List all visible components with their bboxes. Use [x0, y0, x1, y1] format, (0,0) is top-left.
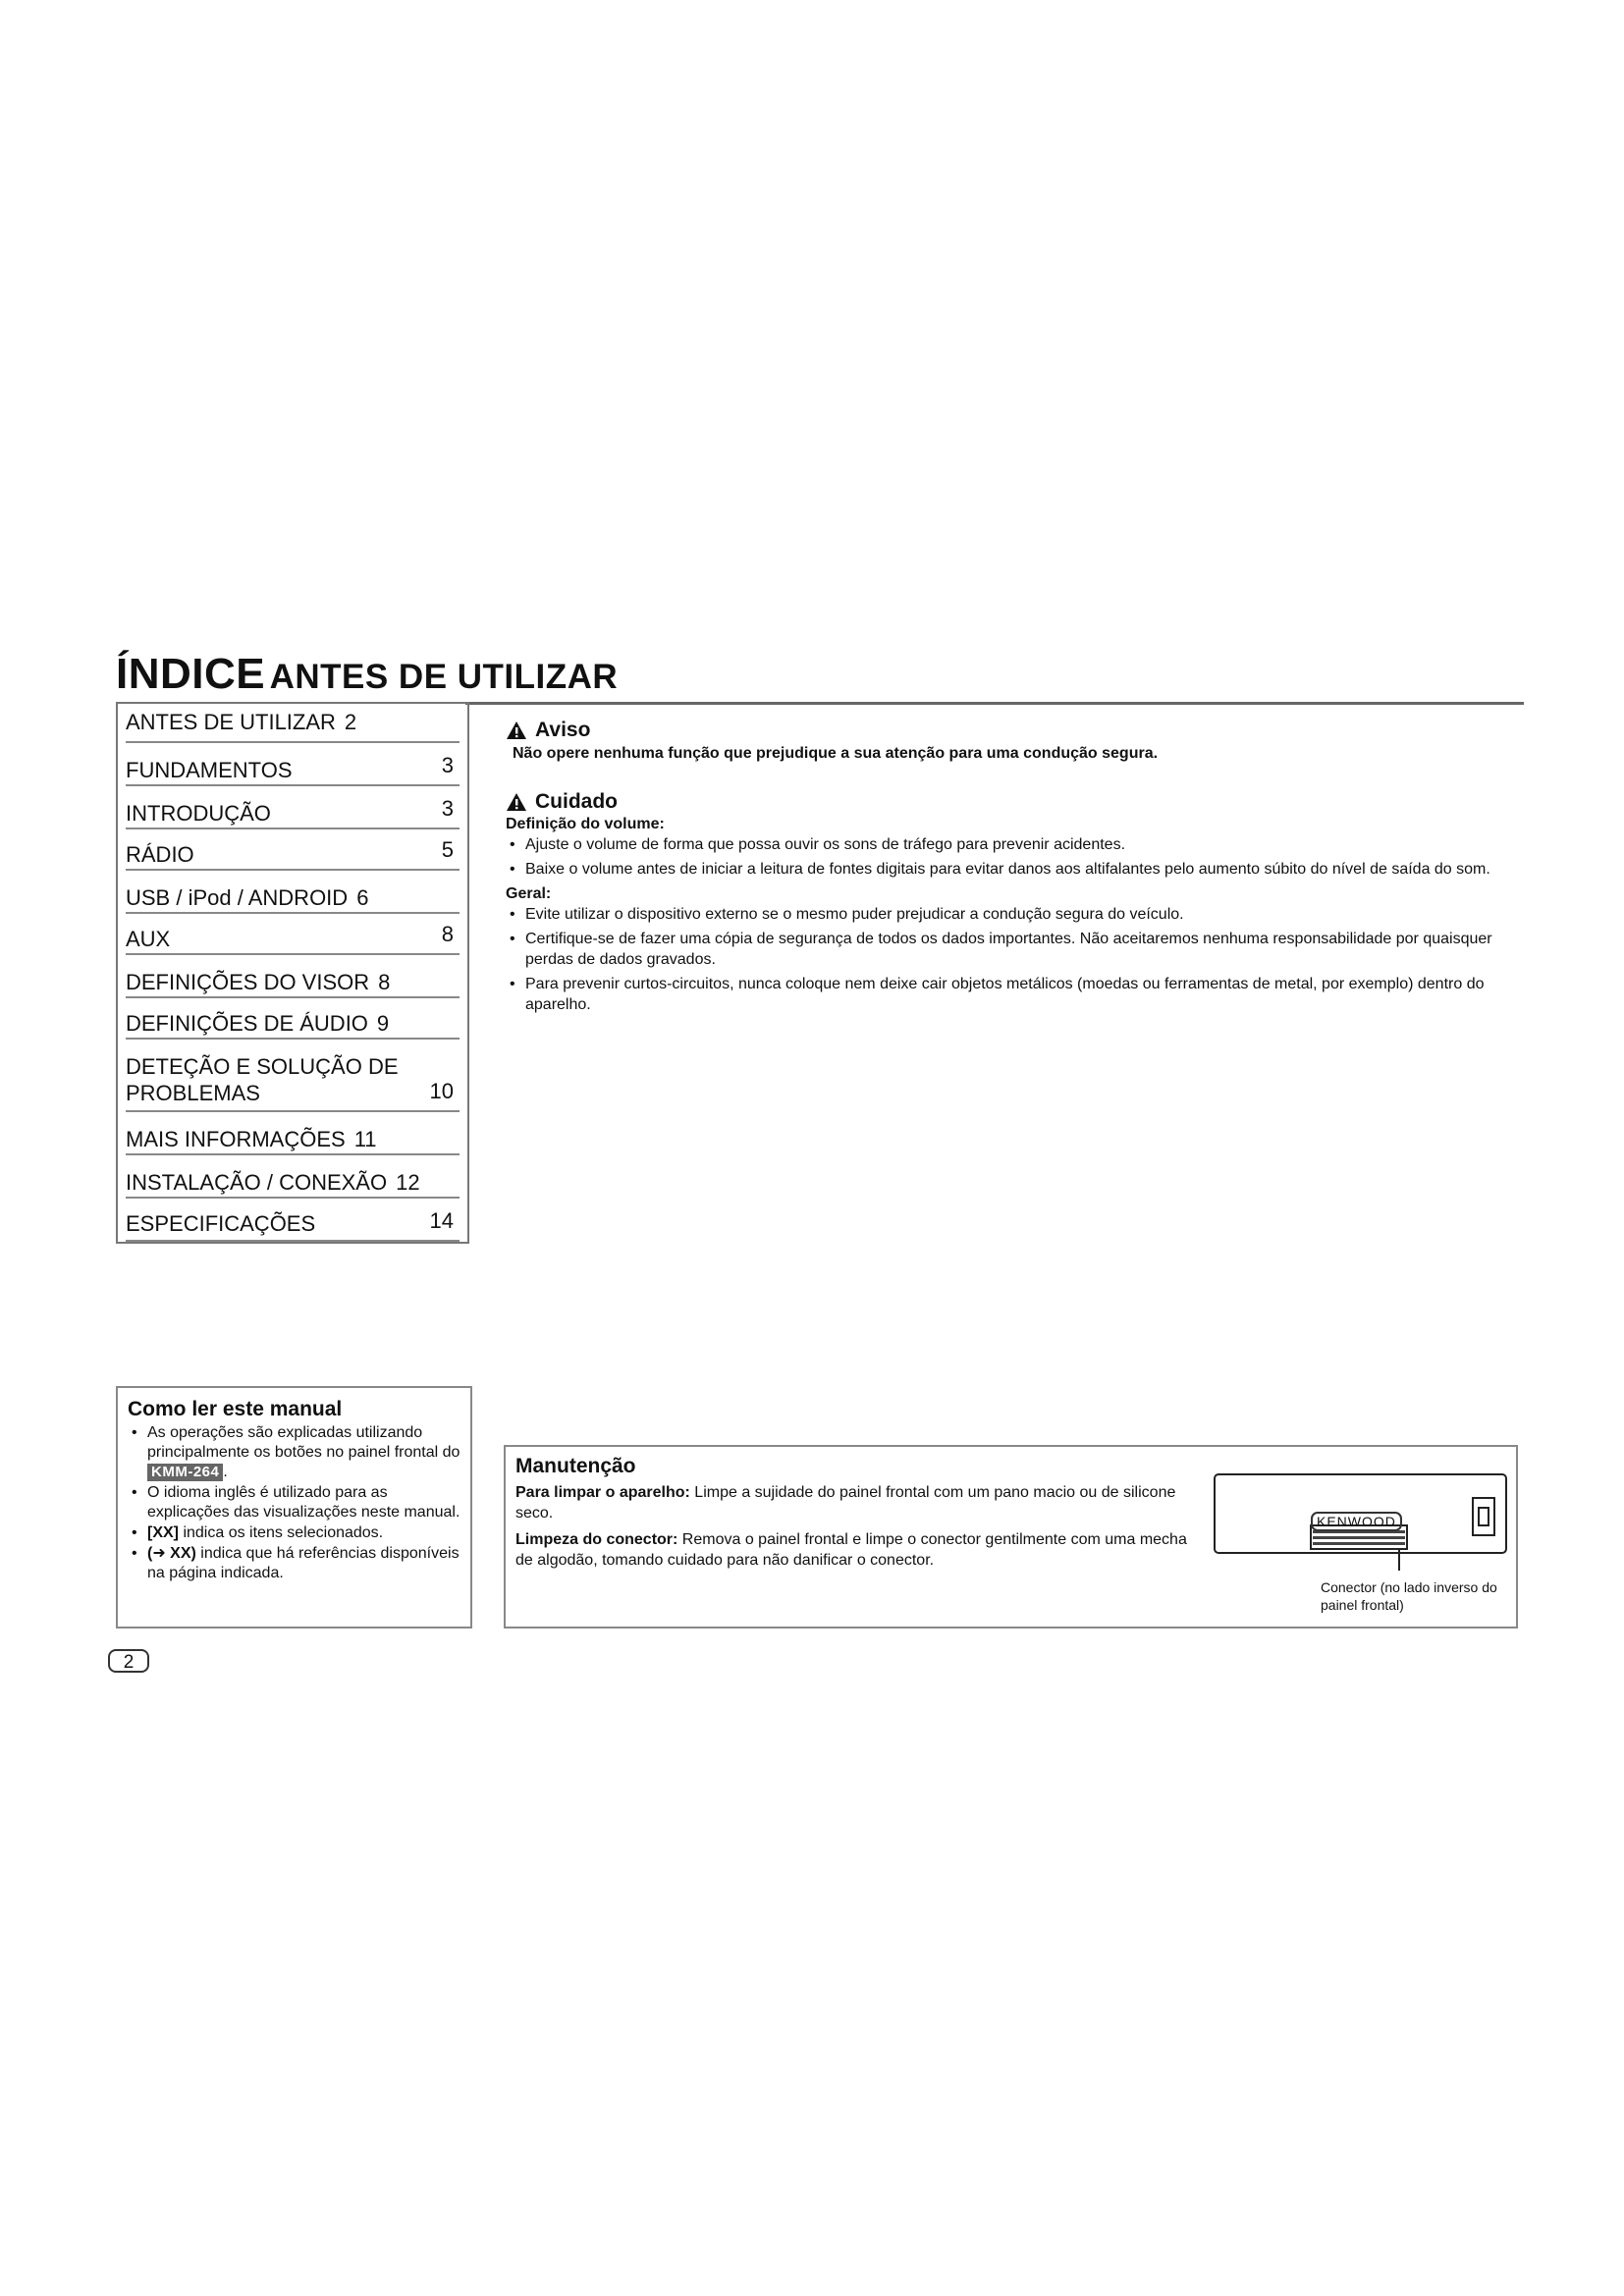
- toc-item-label: FUNDAMENTOS: [126, 758, 293, 782]
- how-to-read-list: [128, 1423, 460, 1583]
- toc-item-label: DEFINIÇÕES DE ÁUDIO: [126, 1011, 368, 1036]
- maintenance-paragraph: [515, 1529, 1203, 1571]
- toc-item-usb-ipod-android[interactable]: [126, 873, 460, 914]
- toc-item-instalacao-conexao[interactable]: [126, 1157, 460, 1199]
- maintenance-box: [504, 1445, 1518, 1629]
- toc-item-page: 11: [353, 1127, 377, 1151]
- heading-title-index: ÍNDICE: [116, 650, 266, 698]
- toc-item-page: 14: [429, 1208, 454, 1233]
- list-item: • O idioma inglês é utilizado para as explicações das visualizações neste manual.: [128, 1483, 460, 1522]
- toc-item-radio[interactable]: [126, 831, 460, 871]
- caption-line: Conector (no lado inverso do: [1321, 1579, 1497, 1595]
- warning-triangle-icon: [506, 792, 527, 812]
- toc-item-page: 9: [376, 1011, 390, 1036]
- aviso-text: Não opere nenhuma função que prejudique a sua atenção para uma condução segura.: [513, 745, 1159, 762]
- geral-list: [506, 904, 1522, 1015]
- list-item: [128, 1523, 460, 1543]
- toc-item-label: INTRODUÇÃO: [126, 801, 271, 826]
- maintenance-title: Manutenção: [515, 1455, 636, 1477]
- page-heading: [116, 650, 618, 699]
- caption-line: painel frontal): [1321, 1597, 1404, 1613]
- toc-item-definicoes-de-audio[interactable]: [126, 1000, 460, 1040]
- toc-item-label: RÁDIO: [126, 842, 194, 867]
- list-item: [128, 1423, 460, 1482]
- heading-title-section: ANTES DE UTILIZAR: [269, 658, 619, 696]
- list-item: • Para prevenir curtos-circuitos, nunca coloque nem deixe cair objetos metálicos (moedas ou ferramentas de metal, por exemplo) dentro do aparelho.: [506, 974, 1522, 1015]
- aviso-section: [506, 719, 1517, 764]
- cuidado-title: Cuidado: [535, 790, 618, 813]
- toc-item-page: 8: [378, 970, 391, 994]
- toc-item-label: ESPECIFICAÇÕES: [126, 1211, 316, 1236]
- aviso-heading: [506, 719, 1517, 742]
- toc-item-page: 2: [344, 710, 357, 734]
- maintenance-label: Limpeza do conector:: [515, 1531, 678, 1548]
- cuidado-section: [506, 790, 1522, 1019]
- maintenance-body: Remova o painel frontal e limpe o conector gentilmente com uma mecha de algodão, tomando cuidado para não danificar o conector.: [515, 1531, 1187, 1569]
- model-badge: KMM-264: [147, 1464, 223, 1481]
- toc-item-especificacoes[interactable]: [126, 1201, 460, 1242]
- howto-item1-end: .: [223, 1464, 228, 1480]
- toc-item-page: 3: [441, 753, 454, 777]
- list-item: • Ajuste o volume de forma que possa ouvir os sons de tráfego para prevenir acidentes.: [506, 834, 1522, 855]
- toc-item-introducao[interactable]: [126, 790, 460, 829]
- howto-item1-text: As operações são explicadas utilizando principalmente os botões no painel frontal do: [147, 1424, 460, 1461]
- maintenance-paragraph: [515, 1482, 1203, 1523]
- toc-item-page: 5: [441, 837, 454, 862]
- howto-item3-text: indica os itens selecionados.: [179, 1524, 384, 1541]
- toc-item-label: AUX: [126, 927, 171, 951]
- warning-triangle-icon: [506, 721, 527, 740]
- maintenance-label: Para limpar o aparelho:: [515, 1484, 690, 1501]
- toc-item-label: MAIS INFORMAÇÕES: [126, 1127, 346, 1151]
- toc-item-label: ANTES DE UTILIZAR: [126, 710, 336, 734]
- list-item: • Baixe o volume antes de iniciar a leitura de fontes digitais para evitar danos aos altifalantes pelo aumento súbito do nível de saída do som.: [506, 859, 1522, 880]
- toc-item-label: DEFINIÇÕES DO VISOR: [126, 970, 370, 994]
- kenwood-logo: KENWOOD: [1311, 1512, 1402, 1531]
- aviso-title: Aviso: [535, 719, 591, 741]
- toc-item-label-line2: PROBLEMAS: [126, 1081, 260, 1105]
- how-to-read-title: Como ler este manual: [128, 1398, 343, 1420]
- page-number: 2: [108, 1649, 149, 1673]
- how-to-read-box: [116, 1386, 472, 1629]
- toc-item-page: 3: [441, 796, 454, 821]
- maintenance-text: [515, 1482, 1203, 1576]
- howto-code: (➜ XX): [147, 1545, 196, 1562]
- connector-caption: [1321, 1578, 1507, 1614]
- toc-item-antes-de-utilizar[interactable]: [126, 704, 460, 743]
- cuidado-heading: [506, 790, 1522, 814]
- toc-item-label: USB / iPod / ANDROID: [126, 885, 349, 910]
- toc-item-page: 10: [429, 1079, 454, 1103]
- list-item: [128, 1544, 460, 1583]
- list-item: • Certifique-se de fazer uma cópia de segurança de todos os dados importantes. Não aceitaremos nenhuma responsabilidade por quaisquer perdas de dados gravados.: [506, 929, 1522, 970]
- toc-item-label-line1: DETEÇÃO E SOLUÇÃO DE: [126, 1054, 399, 1079]
- howto-item4-text: indica que há referências disponíveis na página indicada.: [147, 1545, 460, 1581]
- list-item: • Evite utilizar o dispositivo externo se o mesmo puder prejudicar a condução segura do veículo.: [506, 904, 1522, 925]
- volume-subheading: Definição do volume:: [506, 816, 665, 832]
- heading-rule: [465, 702, 1524, 705]
- maintenance-body: Limpe a sujidade do painel frontal com um pano macio ou de silicone seco.: [515, 1484, 1176, 1522]
- toc-item-detecao-e-solucao-de-problemas[interactable]: [126, 1041, 460, 1112]
- toc-item-page: 12: [396, 1170, 420, 1195]
- toc-item-mais-informacoes[interactable]: [126, 1114, 460, 1155]
- toc-item-aux[interactable]: [126, 916, 460, 955]
- geral-subheading: Geral:: [506, 885, 552, 902]
- table-of-contents: [116, 702, 469, 1244]
- toc-item-definicoes-do-visor[interactable]: [126, 957, 460, 998]
- volume-list: [506, 834, 1522, 880]
- toc-item-fundamentos[interactable]: [126, 747, 460, 786]
- toc-item-page: 8: [441, 922, 454, 946]
- howto-code: [XX]: [147, 1524, 179, 1541]
- toc-item-label: INSTALAÇÃO / CONEXÃO: [126, 1170, 388, 1195]
- toc-item-page: 6: [356, 885, 369, 910]
